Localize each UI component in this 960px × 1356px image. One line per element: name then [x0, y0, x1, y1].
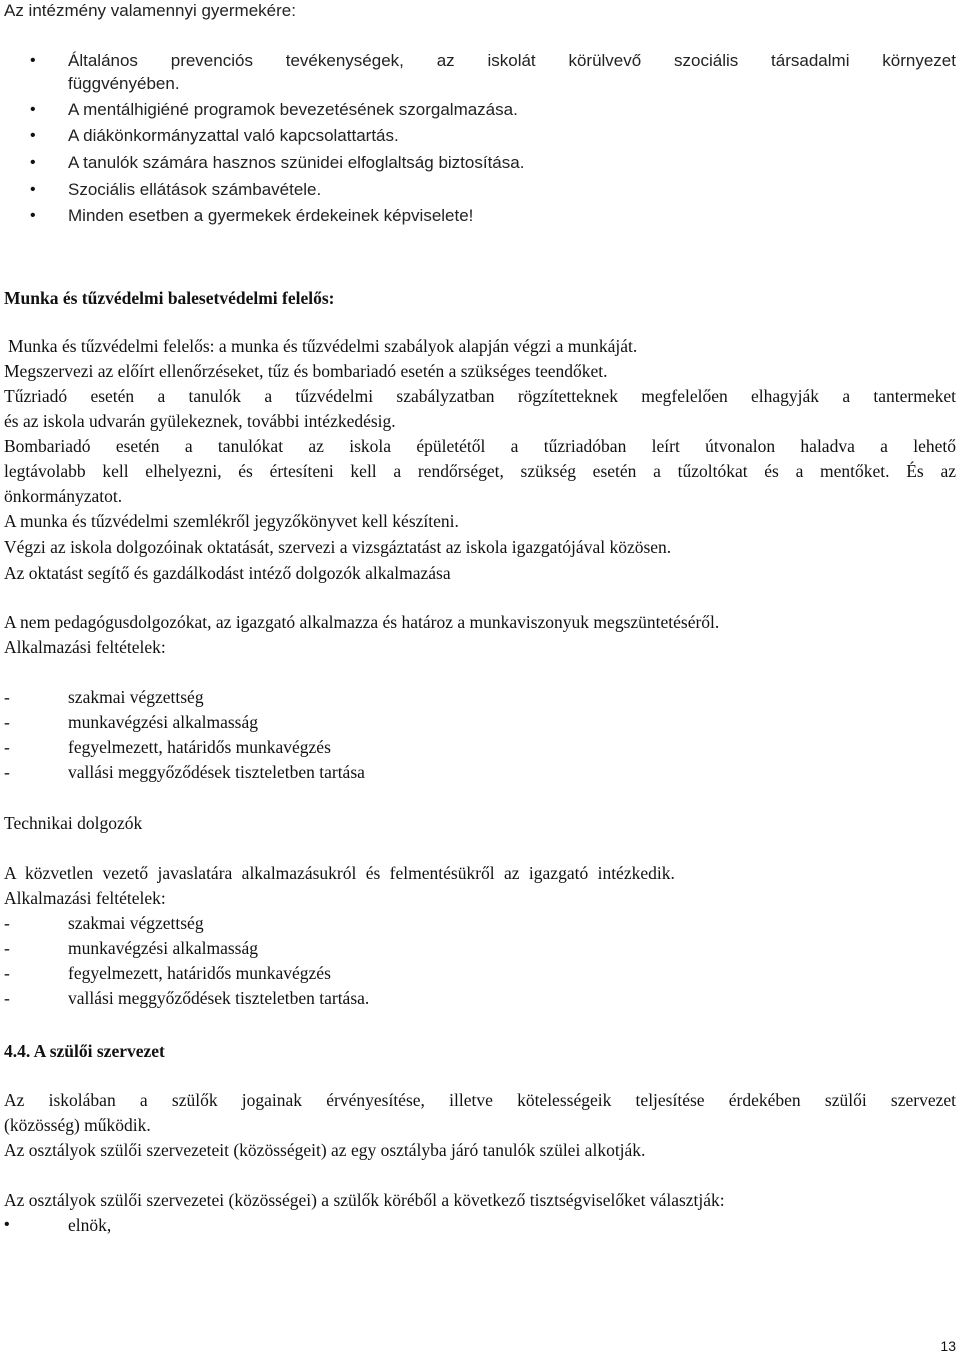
dash-marker: - [4, 938, 10, 958]
technical-condition-4: vallási meggyőződések tiszteletben tartása. [68, 988, 370, 1008]
bullet-icon: • [30, 127, 36, 144]
technical-condition-1: szakmai végzettség [68, 913, 204, 933]
nonteaching-condition-1: szakmai végzettség [68, 687, 204, 707]
technical-condition-2: munkavégzési alkalmasság [68, 938, 259, 958]
safety-line-6: legtávolabb kell elhelyezni, és értesíteni kell a rendőrséget, szükség esetén a tűzoltókat és a mentőket. És az [4, 461, 956, 481]
safety-line-3: Tűzriadó esetén a tanulók a tűzvédelmi szabályzatban rögzítetteknek megfelelően elhagyják a tantermeket [4, 386, 956, 406]
dash-marker: - [4, 712, 10, 732]
dash-marker: - [4, 988, 10, 1008]
dash-marker: - [4, 762, 10, 782]
safety-line-2: Megszervezi az előírt ellenőrzéseket, tűz és bombariadó esetén a szükséges teendőket. [4, 361, 608, 381]
safety-line-7: önkormányzatot. [4, 486, 123, 506]
intro-bullet-1: Általános prevenciós tevékenységek, az iskolát körülvevő szociális társadalmi környezet [68, 51, 956, 70]
dash-marker: - [4, 737, 10, 757]
safety-line-9: Végzi az iskola dolgozóinak oktatását, szervezi a vizsgáztatást az iskola igazgatójával közösen. [4, 537, 672, 557]
bullet-icon: • [30, 154, 36, 171]
bullet-icon: • [30, 52, 36, 69]
dash-marker: - [4, 687, 10, 707]
safety-line-5: Bombariadó esetén a tanulókat az iskola épületétől a tűzriadóban leírt útvonalon haladva a lehető [4, 436, 956, 456]
parents-line-1: Az iskolában a szülők jogainak érvényesítése, illetve kötelességeik teljesítése érdekében szülői szervezet [4, 1090, 956, 1110]
parents-line-4: Az osztályok szülői szervezetei (közösségei) a szülők köréből a következő tisztségviselőket választják: [4, 1190, 725, 1210]
intro-bullet-6: Minden esetben a gyermekek érdekeinek képviselete! [68, 206, 474, 225]
technical-condition-3: fegyelmezett, határidős munkavégzés [68, 963, 331, 983]
technical-heading: Technikai dolgozók [4, 813, 143, 833]
safety-heading: Munka és tűzvédelmi balesetvédelmi felelős: [4, 288, 335, 308]
intro-bullet-3: A diákönkormányzattal való kapcsolattartás. [68, 126, 399, 145]
intro-bullet-2: A mentálhigiéné programok bevezetésének szorgalmazása. [68, 100, 518, 119]
nonteaching-conditions-label: Alkalmazási feltételek: [4, 637, 166, 657]
parents-heading: 4.4. A szülői szervezet [4, 1041, 165, 1061]
nonteaching-condition-2: munkavégzési alkalmasság [68, 712, 259, 732]
technical-conditions-label: Alkalmazási feltételek: [4, 888, 166, 908]
parents-line-2: (közösség) működik. [4, 1115, 151, 1135]
page-number: 13 [940, 1338, 956, 1354]
intro-bullet-4: A tanulók számára hasznos szünidei elfoglaltság biztosítása. [68, 153, 525, 172]
nonteaching-condition-4: vallási meggyőződések tiszteletben tartása [68, 762, 365, 782]
dash-marker: - [4, 963, 10, 983]
safety-line-1: Munka és tűzvédelmi felelős: a munka és tűzvédelmi szabályok alapján végzi a munkáját. [8, 336, 638, 356]
safety-line-8: A munka és tűzvédelmi szemlékről jegyzőkönyvet kell készíteni. [4, 511, 459, 531]
dash-marker: - [4, 913, 10, 933]
safety-line-4: és az iskola udvarán gyülekeznek, további intézkedésig. [4, 411, 396, 431]
safety-line-10: Az oktatást segítő és gazdálkodást intéző dolgozók alkalmazása [4, 563, 451, 583]
parents-line-3: Az osztályok szülői szervezeteit (közösségeit) az egy osztályba járó tanulók szülei alkotják. [4, 1140, 646, 1160]
intro-bullet-1-cont: függvényében. [68, 74, 180, 93]
intro-heading: Az intézmény valamennyi gyermekére: [4, 1, 296, 20]
bullet-icon: • [30, 207, 36, 224]
bullet-icon: • [30, 101, 36, 118]
nonteaching-intro: A nem pedagógusdolgozókat, az igazgató alkalmazza és határoz a munkaviszonyuk megszüntetéséről. [4, 612, 720, 632]
nonteaching-condition-3: fegyelmezett, határidős munkavégzés [68, 737, 331, 757]
parents-bullet-1: elnök, [68, 1215, 112, 1235]
intro-bullet-5: Szociális ellátások számbavétele. [68, 180, 322, 199]
technical-intro: A közvetlen vezető javaslatára alkalmazásukról és felmentésükről az igazgató intézkedik. [4, 863, 675, 883]
bullet-icon: • [4, 1216, 10, 1233]
bullet-icon: • [30, 181, 36, 198]
